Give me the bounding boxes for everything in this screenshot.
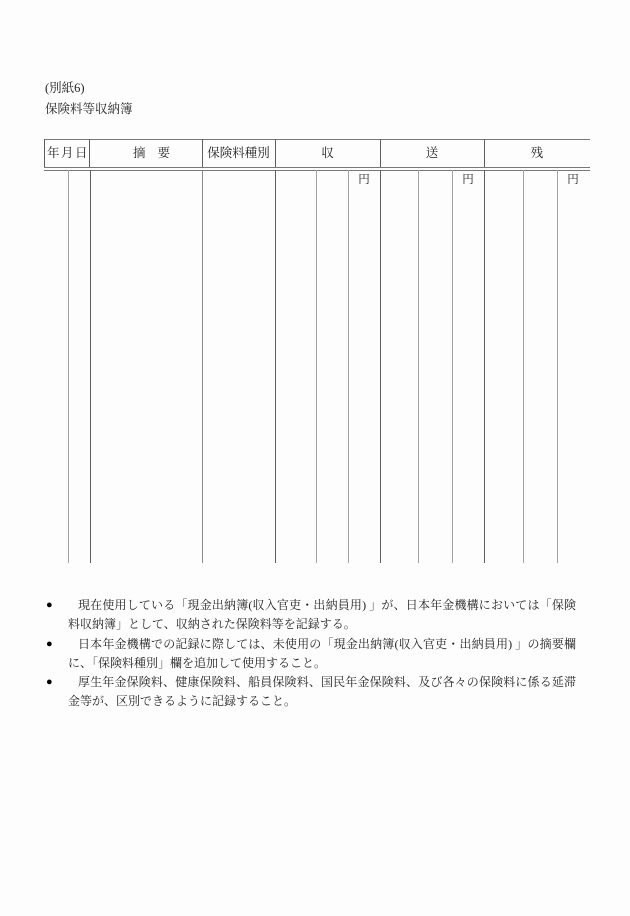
- table-rule: [68, 170, 69, 563]
- yen-unit-received: 円: [358, 174, 370, 186]
- attachment-label: (別紙6): [45, 81, 85, 95]
- note-item: [44, 635, 576, 674]
- table-rule: [484, 170, 485, 563]
- bullet-icon: ●: [46, 676, 53, 689]
- column-header-balance: 残: [530, 146, 544, 160]
- column-header-sent: 送: [425, 146, 439, 160]
- column-header-received: 収: [321, 146, 334, 160]
- column-header-date: 年月日: [46, 146, 89, 160]
- table-rule: [275, 170, 276, 563]
- note-text: 厚生年金保険料、健康保険料、船員保険料、国民年金保険料、及び各々の保険料に係る延滞金等が、区別できるように記録すること。: [68, 675, 576, 709]
- table-rule: [202, 170, 203, 563]
- note-text: 日本年金機構での記録に際しては、未使用の「現金出納簿(収入官吏・出納員用) 」の摘要欄に、「保険料種別」欄を追加して使用すること。: [68, 636, 576, 670]
- table-rule: [348, 170, 349, 563]
- column-header-summary: 摘要: [132, 146, 182, 160]
- table-rule: [523, 170, 524, 563]
- note-item: [44, 596, 576, 635]
- table-rule: [316, 170, 317, 563]
- note-text: 現在使用している「現金出納簿(収入官吏・出納員用) 」が、日本年金機構においては「保険料収納簿」として、収納された保険料等を記録する。: [68, 598, 576, 632]
- page-title: 保険料等収納簿: [45, 102, 133, 116]
- table-rule-header-bottom-1: [44, 167, 590, 168]
- table-rule-header-bottom-2: [44, 170, 590, 171]
- column-header-premium-type: 保険料種別: [207, 146, 270, 160]
- bullet-icon: ●: [46, 637, 53, 650]
- table-rule: [452, 170, 453, 563]
- yen-unit-balance: 円: [567, 174, 579, 186]
- table-rule: [418, 170, 419, 563]
- bullet-icon: ●: [46, 599, 53, 611]
- table-rule: [557, 170, 558, 563]
- table-rule: [90, 170, 91, 563]
- notes-list: [44, 596, 576, 712]
- note-item: [44, 673, 576, 712]
- yen-unit-sent: 円: [462, 174, 474, 186]
- table-rule: [380, 170, 381, 563]
